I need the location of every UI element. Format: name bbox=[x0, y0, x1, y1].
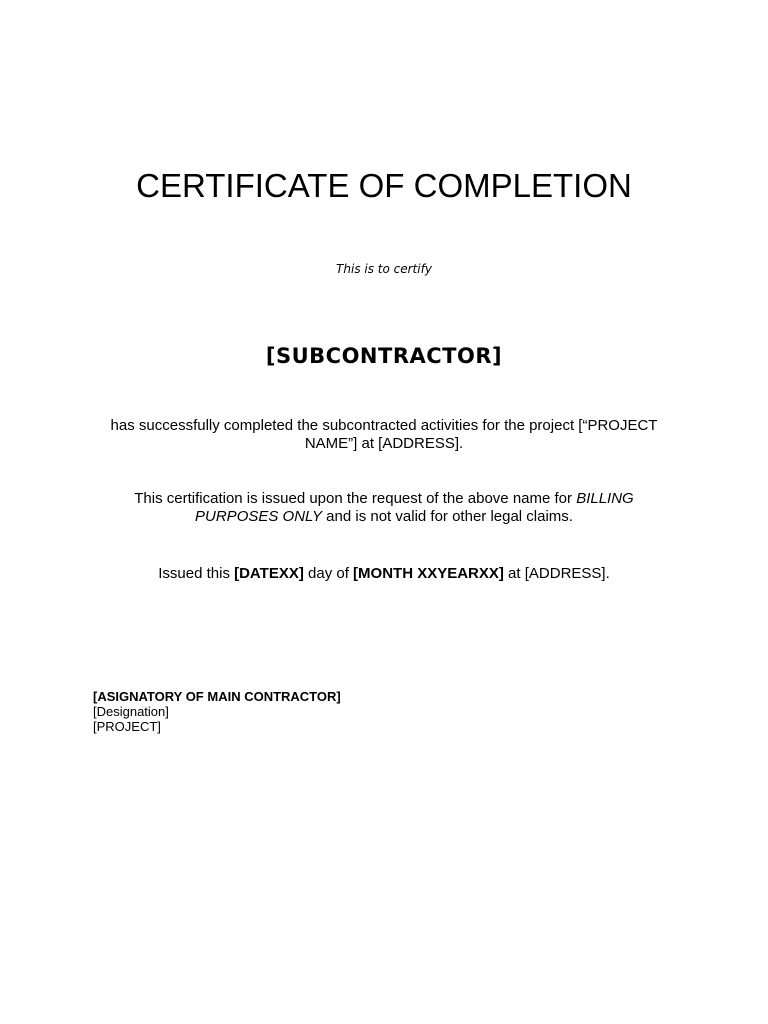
issued-middle: day of bbox=[303, 565, 354, 582]
issued-suffix: at [ADDRESS]. bbox=[503, 565, 610, 582]
signature-block bbox=[93, 689, 341, 734]
certification-purpose-before: This certification is issued upon the request of the above name for bbox=[134, 490, 577, 507]
issued-line bbox=[96, 565, 672, 583]
signatory-project: [PROJECT] bbox=[93, 719, 161, 734]
issued-prefix: Issued this bbox=[158, 565, 235, 582]
billing-purposes-emphasis: BILLING PURPOSES ONLY bbox=[195, 490, 634, 525]
certification-purpose bbox=[96, 490, 672, 526]
signatory-designation: [Designation] bbox=[93, 704, 169, 719]
issued-date: [DATEXX] bbox=[234, 565, 304, 582]
certificate-title: CERTIFICATE OF COMPLETION bbox=[136, 167, 632, 204]
signatory-name: [ASIGNATORY OF MAIN CONTRACTOR] bbox=[93, 689, 341, 704]
issued-month-year: [MONTH XXYEARXX] bbox=[353, 565, 504, 582]
completion-statement-text: has successfully completed the subcontracted activities for the project [“PROJECT NAME”] at [ADDRESS]. bbox=[110, 417, 658, 452]
completion-statement bbox=[96, 417, 672, 453]
certification-purpose-after: and is not valid for other legal claims. bbox=[322, 508, 573, 525]
certify-line: This is to certify bbox=[336, 262, 432, 276]
subcontractor-name: [SUBCONTRACTOR] bbox=[265, 344, 503, 368]
